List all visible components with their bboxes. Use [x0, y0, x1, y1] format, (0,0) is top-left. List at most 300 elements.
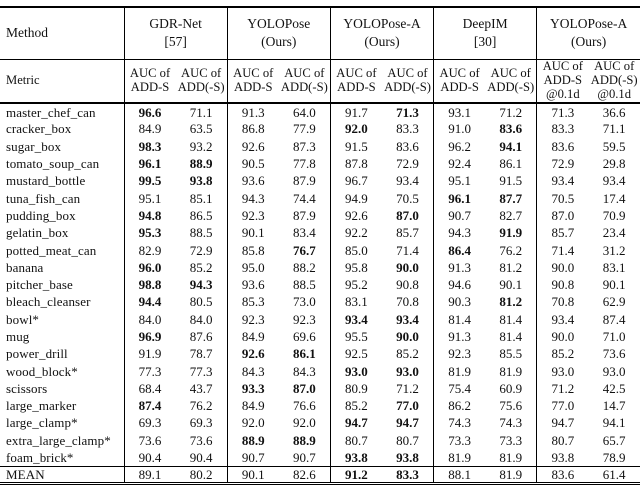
metric-value: 95.1 — [138, 190, 162, 206]
metric-header-line: AUC of — [594, 59, 635, 74]
metric-value: 83.6 — [382, 138, 434, 155]
metric-value: 96.1 — [138, 156, 162, 172]
method-citation: (Ours) — [261, 34, 297, 50]
metric-value: 90.0 — [382, 328, 434, 345]
method-name: YOLOPose — [247, 16, 311, 32]
metric-value: 92.6 — [241, 346, 265, 362]
table-row — [0, 189, 640, 206]
metric-value: 87.0 — [279, 380, 331, 397]
metric-value: 75.6 — [485, 397, 537, 414]
metric-value: 72.9 — [176, 241, 228, 258]
metric-value: 93.4 — [345, 311, 368, 327]
metric-header-cell — [537, 59, 589, 103]
metric-value: 83.4 — [279, 224, 331, 241]
method-group-header — [124, 7, 227, 59]
metric-value: 88.1 — [434, 466, 486, 483]
metric-value: 90.1 — [485, 276, 537, 293]
metric-value: 81.9 — [448, 449, 471, 465]
metric-header-line: AUC of — [542, 59, 583, 74]
metric-value: 31.2 — [602, 242, 626, 258]
metric-value: 93.1 — [448, 104, 471, 120]
table-row — [0, 120, 640, 137]
metric-header-cell — [227, 59, 279, 103]
table-row — [0, 138, 640, 155]
object-name: cracker_box — [0, 120, 124, 137]
metric-value: 92.3 — [241, 311, 265, 327]
metric-value: 84.3 — [241, 363, 265, 379]
method-citation: [57] — [164, 34, 187, 50]
metric-value: 96.0 — [138, 259, 162, 275]
metric-header-cell — [382, 59, 434, 103]
object-name: extra_large_clamp* — [0, 432, 124, 449]
table-row — [0, 276, 640, 293]
table-header — [0, 7, 640, 103]
metric-value: 76.6 — [279, 397, 331, 414]
metric-value: 94.4 — [138, 294, 162, 310]
metric-value: 77.9 — [279, 120, 331, 137]
metric-value: 95.0 — [241, 259, 265, 275]
metric-value: 89.1 — [124, 466, 176, 483]
metric-value: 93.0 — [345, 363, 368, 379]
metric-value: 86.1 — [485, 155, 537, 172]
metric-value: 90.1 — [241, 225, 265, 241]
table-row — [0, 345, 640, 362]
metric-value: 91.2 — [330, 466, 382, 483]
metric-header-line: ADD(-S) — [177, 79, 225, 94]
metric-value: 77.3 — [138, 363, 162, 379]
metric-value: 91.3 — [448, 259, 471, 275]
metric-value: 71.3 — [551, 104, 575, 120]
metric-value: 90.1 — [227, 466, 279, 483]
metric-value: 90.1 — [602, 277, 626, 293]
metric-value: 86.5 — [176, 207, 228, 224]
metric-value: 98.3 — [138, 138, 162, 154]
metric-value: 93.3 — [241, 380, 265, 396]
metric-value: 71.3 — [382, 103, 434, 120]
metric-value: 64.0 — [279, 103, 331, 120]
metric-value: 70.9 — [602, 207, 626, 223]
metric-value: 70.5 — [382, 189, 434, 206]
metric-value: 84.0 — [176, 311, 228, 328]
metric-value: 78.9 — [602, 449, 626, 465]
metric-value: 93.4 — [551, 173, 575, 189]
metric-value: 87.0 — [382, 207, 434, 224]
table-row — [0, 155, 640, 172]
mean-row — [0, 466, 640, 483]
metric-value: 73.6 — [138, 432, 162, 448]
metric-header-cell — [124, 59, 176, 103]
method-name: YOLOPose-A — [343, 16, 421, 32]
metric-value: 92.0 — [241, 415, 265, 431]
metric-value: 92.0 — [345, 121, 368, 137]
metric-value: 81.9 — [485, 362, 537, 379]
metric-value: 88.9 — [241, 432, 265, 448]
metric-header-line: ADD-S — [543, 72, 583, 87]
metric-value: 90.7 — [448, 207, 471, 223]
metric-value: 87.4 — [138, 398, 162, 414]
metric-value: 87.9 — [279, 207, 331, 224]
metric-value: 99.5 — [138, 173, 162, 189]
metric-value: 77.3 — [176, 362, 228, 379]
metric-value: 81.2 — [485, 293, 537, 310]
object-name: MEAN — [0, 466, 124, 483]
metric-value: 74.3 — [448, 415, 471, 431]
metric-header-line: AUC of — [129, 66, 171, 81]
metric-header-line: AUC of — [284, 66, 325, 81]
metric-value: 72.9 — [382, 155, 434, 172]
metric-value: 83.6 — [537, 466, 589, 483]
metric-value: 85.2 — [345, 398, 368, 414]
metric-value: 90.0 — [382, 259, 434, 276]
metric-header-line: AUC of — [490, 66, 531, 81]
metric-value: 92.5 — [345, 346, 368, 362]
metric-value: 96.2 — [448, 138, 471, 154]
metric-value: 94.7 — [551, 415, 575, 431]
metric-value: 60.9 — [485, 380, 537, 397]
metric-value: 95.2 — [345, 277, 368, 293]
metric-value: 91.5 — [345, 138, 368, 154]
metric-header-line: AUC of — [439, 66, 480, 81]
metric-value: 71.1 — [176, 103, 228, 120]
metric-value: 92.6 — [345, 207, 368, 223]
metric-value: 80.2 — [176, 466, 228, 483]
method-header-row — [0, 7, 640, 59]
metric-value: 73.0 — [279, 293, 331, 310]
metric-header-line: @0.1d — [545, 86, 580, 101]
metric-value: 85.3 — [241, 294, 265, 310]
metric-value: 80.9 — [345, 380, 368, 396]
metric-value: 92.3 — [241, 207, 265, 223]
metric-header-cell — [330, 59, 382, 103]
metric-value: 94.6 — [448, 277, 471, 293]
method-citation: [30] — [473, 34, 497, 50]
method-name: YOLOPose-A — [550, 16, 628, 32]
table-row — [0, 362, 640, 379]
metric-value: 70.5 — [551, 190, 575, 206]
metric-value: 93.2 — [176, 138, 228, 155]
results-table — [0, 6, 640, 485]
metric-value: 92.3 — [448, 346, 471, 362]
table-row — [0, 241, 640, 258]
metric-value: 71.1 — [602, 121, 626, 137]
metric-value: 84.9 — [241, 398, 265, 414]
metric-value: 82.7 — [485, 207, 537, 224]
metric-value: 80.7 — [382, 432, 434, 449]
metric-value: 65.7 — [602, 432, 626, 448]
metric-header-line: ADD(-S) — [280, 79, 328, 94]
metric-value: 94.3 — [448, 225, 471, 241]
object-name: pudding_box — [0, 207, 124, 224]
object-name: wood_block* — [0, 362, 124, 379]
metric-value: 95.8 — [345, 259, 368, 275]
metric-value: 78.7 — [176, 345, 228, 362]
metric-value: 86.1 — [279, 345, 331, 362]
metric-column-header: Metric — [0, 59, 124, 103]
metric-value: 83.6 — [551, 138, 575, 154]
object-name: power_drill — [0, 345, 124, 362]
metric-value: 93.8 — [176, 172, 228, 189]
object-name: tuna_fish_can — [0, 189, 124, 206]
metric-value: 83.1 — [345, 294, 368, 310]
metric-value: 87.8 — [345, 156, 368, 172]
metric-value: 86.2 — [448, 398, 471, 414]
metric-value: 73.6 — [602, 346, 626, 362]
metric-value: 74.3 — [485, 414, 537, 431]
metric-value: 90.0 — [551, 259, 575, 275]
metric-value: 92.4 — [448, 156, 471, 172]
metric-value: 93.6 — [241, 173, 265, 189]
metric-header-line: ADD-S — [337, 79, 376, 94]
metric-value: 84.0 — [138, 311, 162, 327]
metric-value: 93.8 — [551, 449, 575, 465]
metric-value: 91.3 — [241, 104, 265, 120]
metric-value: 83.1 — [602, 259, 626, 275]
metric-value: 85.0 — [345, 242, 368, 258]
metric-value: 82.9 — [138, 242, 162, 258]
metric-value: 29.8 — [602, 156, 626, 172]
metric-value: 80.7 — [551, 432, 575, 448]
metric-value: 85.1 — [176, 189, 228, 206]
metric-value: 23.4 — [602, 225, 626, 241]
metric-value: 77.0 — [382, 397, 434, 414]
method-citation: (Ours) — [364, 34, 400, 50]
metric-header-cell — [176, 59, 228, 103]
metric-value: 90.8 — [382, 276, 434, 293]
object-name: potted_meat_can — [0, 241, 124, 258]
metric-value: 71.2 — [551, 380, 575, 396]
metric-value: 88.9 — [176, 155, 228, 172]
metric-value: 91.9 — [138, 346, 162, 362]
object-name: master_chef_can — [0, 103, 124, 120]
method-group-header — [227, 7, 330, 59]
object-name: tomato_soup_can — [0, 155, 124, 172]
metric-value: 93.8 — [382, 449, 434, 466]
metric-value: 95.1 — [448, 173, 471, 189]
object-name: large_marker — [0, 397, 124, 414]
object-name: scissors — [0, 380, 124, 397]
metric-value: 81.9 — [448, 363, 471, 379]
metric-header-cell — [279, 59, 331, 103]
metric-value: 93.0 — [551, 363, 575, 379]
metric-value: 96.9 — [138, 329, 162, 344]
metric-value: 94.1 — [602, 415, 626, 431]
metric-value: 85.7 — [382, 224, 434, 241]
object-name: large_clamp* — [0, 414, 124, 431]
object-name: mustard_bottle — [0, 172, 124, 189]
metric-value: 14.7 — [602, 398, 626, 414]
metric-value: 83.3 — [382, 120, 434, 137]
metric-value: 87.3 — [279, 138, 331, 155]
object-name: foam_brick* — [0, 449, 124, 466]
metric-value: 91.0 — [448, 121, 471, 137]
object-name: mug — [0, 328, 124, 345]
metric-value: 76.2 — [176, 397, 228, 414]
metric-value: 71.2 — [485, 103, 537, 120]
metric-value: 71.2 — [382, 380, 434, 397]
table-row — [0, 449, 640, 466]
metric-value: 88.5 — [176, 224, 228, 241]
metric-value: 63.5 — [176, 120, 228, 137]
metric-value: 70.8 — [382, 293, 434, 310]
metric-value: 81.9 — [485, 466, 537, 483]
metric-value: 77.8 — [279, 155, 331, 172]
metric-value: 42.5 — [602, 380, 626, 396]
metric-value: 71.4 — [551, 242, 575, 258]
metric-value: 90.5 — [241, 156, 265, 172]
table-row — [0, 207, 640, 224]
metric-value: 96.7 — [345, 173, 368, 189]
metric-value: 88.9 — [279, 432, 331, 449]
metric-value: 95.3 — [138, 225, 162, 241]
metric-value: 94.1 — [485, 138, 537, 155]
metric-value: 88.2 — [279, 259, 331, 276]
method-citation: (Ours) — [571, 34, 607, 50]
metric-value: 90.3 — [448, 294, 471, 310]
metric-value: 85.2 — [551, 346, 575, 362]
object-name: bleach_cleanser — [0, 293, 124, 310]
table-row — [0, 293, 640, 310]
metric-header-line: ADD-S — [130, 79, 170, 94]
table-row — [0, 103, 640, 120]
metric-header-cell — [434, 59, 486, 103]
metric-value: 90.4 — [176, 449, 228, 466]
metric-value: 84.9 — [138, 121, 162, 137]
metric-header-line: AUC of — [233, 66, 274, 81]
metric-value: 68.4 — [138, 380, 162, 396]
metric-value: 82.6 — [279, 466, 331, 483]
object-name: bowl* — [0, 311, 124, 328]
metric-value: 17.4 — [602, 190, 626, 206]
metric-header-line: AUC of — [387, 66, 428, 81]
table-row — [0, 224, 640, 241]
metric-value: 92.2 — [345, 225, 368, 241]
table-row — [0, 397, 640, 414]
metric-value: 80.7 — [345, 432, 368, 448]
metric-value: 61.4 — [588, 466, 640, 483]
metric-value: 83.3 — [382, 466, 434, 483]
metric-value: 94.8 — [138, 207, 162, 223]
table-row — [0, 328, 640, 345]
method-group-header — [434, 7, 537, 59]
metric-value: 95.5 — [345, 329, 368, 344]
metric-value: 92.6 — [241, 138, 265, 154]
metric-value: 93.4 — [551, 311, 575, 327]
method-name: GDR-Net — [149, 16, 202, 32]
metric-value: 90.7 — [279, 449, 331, 466]
metric-value: 94.7 — [345, 415, 368, 431]
metric-value: 77.0 — [551, 398, 575, 414]
object-name: pitcher_base — [0, 276, 124, 293]
metric-value: 87.6 — [176, 328, 228, 345]
metric-value: 91.3 — [448, 329, 471, 344]
metric-value: 87.7 — [485, 189, 537, 206]
method-name: DeepIM — [462, 16, 508, 32]
metric-value: 93.4 — [382, 172, 434, 189]
metric-value: 93.4 — [602, 173, 626, 189]
metric-value: 94.7 — [382, 414, 434, 431]
table-row — [0, 414, 640, 431]
metric-value: 76.7 — [279, 241, 331, 258]
metric-value: 83.6 — [485, 120, 537, 137]
metric-value: 73.3 — [485, 432, 537, 449]
metric-value: 94.9 — [345, 190, 368, 206]
metric-value: 94.3 — [241, 190, 265, 206]
metric-header-line: AUC of — [336, 66, 377, 81]
metric-value: 81.4 — [448, 311, 471, 327]
metric-value: 91.5 — [485, 172, 537, 189]
metric-value: 81.4 — [485, 311, 537, 328]
metric-value: 96.1 — [448, 190, 471, 206]
metric-value: 74.4 — [279, 189, 331, 206]
metric-value: 93.6 — [241, 277, 265, 293]
metric-value: 93.8 — [345, 449, 368, 465]
metric-header-line: ADD-S — [233, 79, 273, 94]
table-row — [0, 311, 640, 328]
metric-header-row — [0, 59, 640, 103]
metric-value: 88.5 — [279, 276, 331, 293]
metric-header-line: ADD(-S) — [384, 79, 431, 94]
metric-value: 72.9 — [551, 156, 575, 172]
metric-value: 86.4 — [448, 242, 471, 258]
metric-value: 69.3 — [176, 414, 228, 431]
metric-header-line: @0.1d — [597, 86, 631, 101]
metric-value: 81.4 — [485, 328, 537, 345]
metric-value: 98.8 — [138, 277, 162, 293]
metric-value: 75.4 — [448, 380, 471, 396]
metric-value: 93.0 — [382, 362, 434, 379]
table-row — [0, 259, 640, 276]
metric-value: 59.5 — [602, 138, 626, 154]
metric-value: 71.4 — [382, 241, 434, 258]
metric-header-cell — [485, 59, 537, 103]
metric-value: 81.9 — [485, 449, 537, 466]
metric-value: 91.9 — [485, 224, 537, 241]
metric-value: 85.2 — [176, 259, 228, 276]
metric-value: 90.0 — [551, 329, 575, 344]
metric-value: 73.3 — [448, 432, 471, 448]
metric-value: 87.9 — [279, 172, 331, 189]
table-body — [0, 103, 640, 484]
metric-value: 80.5 — [176, 293, 228, 310]
metric-value: 85.5 — [485, 345, 537, 362]
metric-value: 84.3 — [279, 362, 331, 379]
metric-value: 36.6 — [602, 104, 626, 120]
metric-value: 81.2 — [485, 259, 537, 276]
metric-header-line: ADD(-S) — [590, 72, 638, 87]
metric-value: 90.8 — [551, 277, 575, 293]
metric-header-line: AUC of — [181, 66, 222, 81]
metric-header-line: ADD-S — [440, 79, 479, 94]
metric-value: 69.6 — [279, 328, 331, 345]
metric-value: 93.4 — [382, 311, 434, 328]
table-row — [0, 380, 640, 397]
metric-value: 73.6 — [176, 432, 228, 449]
method-column-header: Method — [0, 7, 124, 59]
method-group-header — [330, 7, 433, 59]
metric-value: 91.7 — [345, 104, 368, 120]
metric-value: 83.3 — [551, 121, 575, 137]
table-row — [0, 432, 640, 449]
metric-value: 90.4 — [138, 449, 162, 465]
metric-value: 92.3 — [279, 311, 331, 328]
metric-value: 86.8 — [241, 121, 265, 137]
metric-value: 87.4 — [602, 311, 626, 327]
metric-value: 96.6 — [138, 104, 162, 120]
metric-value: 62.9 — [602, 294, 626, 310]
metric-value: 43.7 — [176, 380, 228, 397]
metric-value: 93.0 — [602, 363, 626, 379]
object-name: banana — [0, 259, 124, 276]
